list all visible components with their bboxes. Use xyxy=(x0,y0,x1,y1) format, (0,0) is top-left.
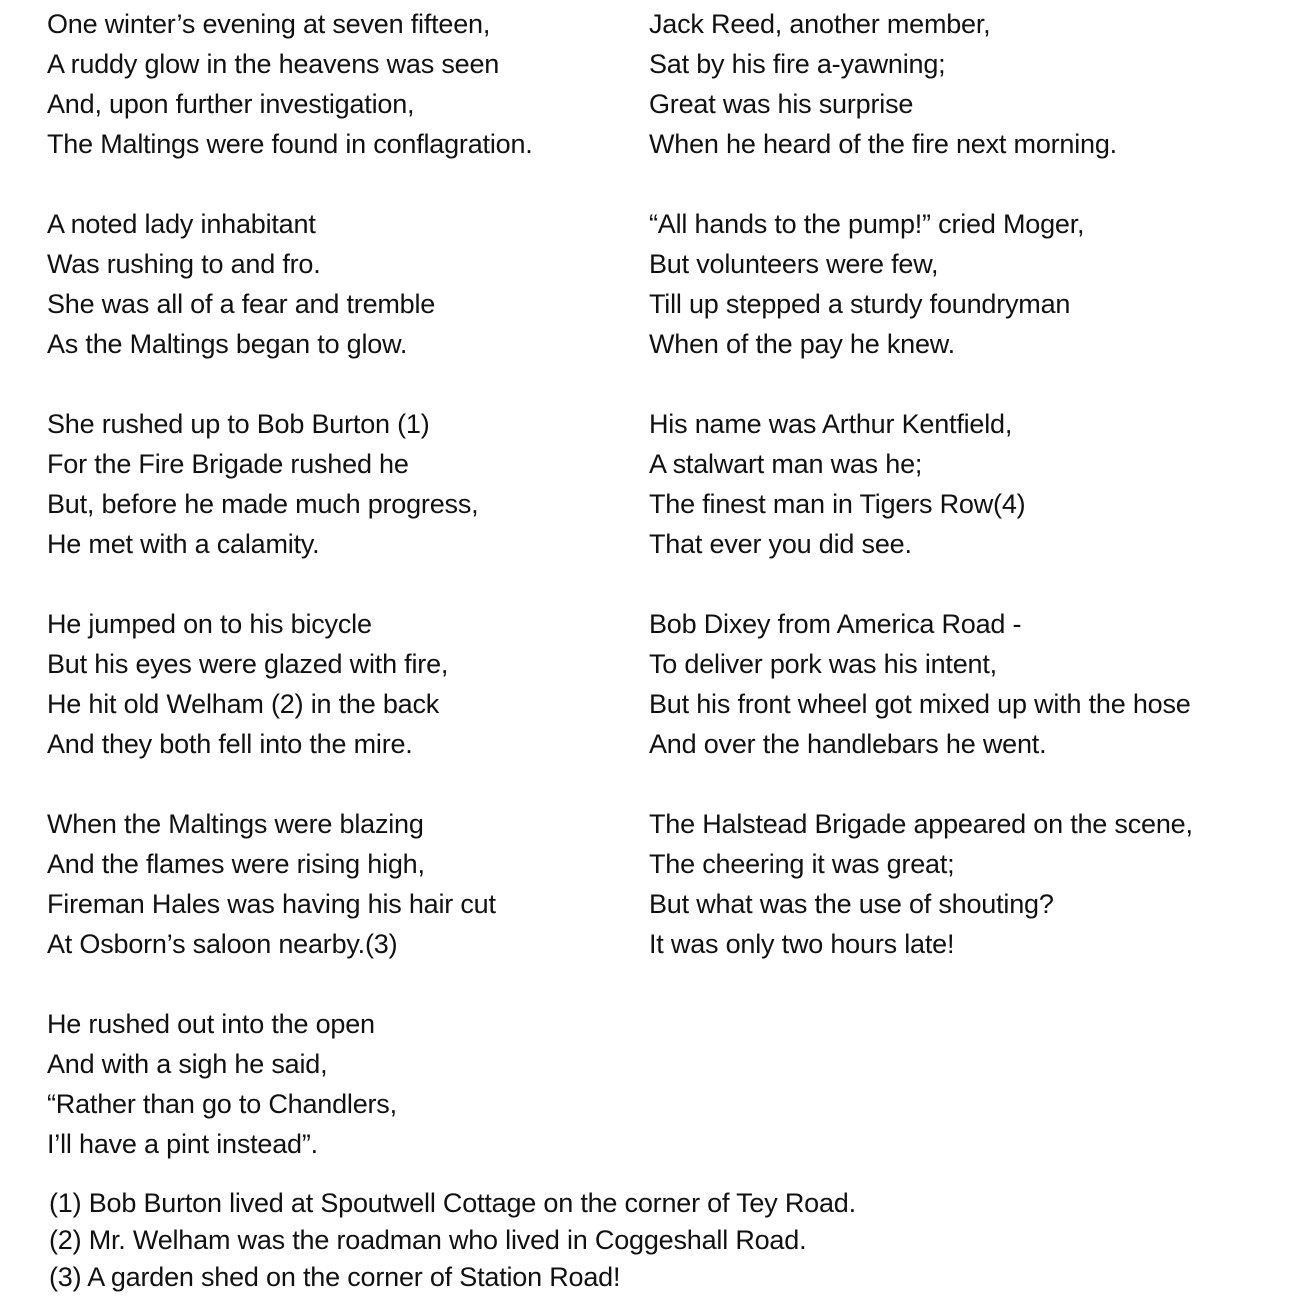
verse-line: A ruddy glow in the heavens was seen xyxy=(47,49,500,79)
verse-line: He met with a calamity. xyxy=(47,529,320,559)
footnotes xyxy=(49,1185,1289,1296)
verse-line: But his front wheel got mixed up with the hose xyxy=(649,689,1191,719)
stanza xyxy=(47,4,617,204)
verse-line: As the Maltings began to glow. xyxy=(47,329,408,359)
verse-line: But, before he made much progress, xyxy=(47,489,479,519)
verse-line: To deliver pork was his intent, xyxy=(649,649,997,679)
verse-line: The finest man in Tigers Row(4) xyxy=(649,489,1026,519)
verse-line: He hit old Welham (2) in the back xyxy=(47,689,440,719)
stanza xyxy=(47,804,617,1004)
verse-line: And, upon further investigation, xyxy=(47,89,415,119)
verse-line: His name was Arthur Kentfield, xyxy=(649,409,1013,439)
stanza xyxy=(649,604,1299,804)
verse-line: Bob Dixey from America Road - xyxy=(649,609,1022,639)
verse-line: He rushed out into the open xyxy=(47,1009,375,1039)
footnote: (1) Bob Burton lived at Spoutwell Cottage on the corner of Tey Road. xyxy=(49,1188,856,1218)
verse-line: And the flames were rising high, xyxy=(47,849,425,879)
verse-line: And with a sigh he said, xyxy=(47,1049,328,1079)
verse-line: Sat by his fire a-yawning; xyxy=(649,49,946,79)
verse-line: He jumped on to his bicycle xyxy=(47,609,372,639)
footnote: (2) Mr. Welham was the roadman who lived in Coggeshall Road. xyxy=(49,1225,807,1255)
stanza xyxy=(649,4,1299,204)
footnote: (3) A garden shed on the corner of Station Road! xyxy=(49,1262,621,1292)
verse-line: At Osborn’s saloon nearby.(3) xyxy=(47,929,398,959)
stanza xyxy=(47,404,617,604)
verse-line: Was rushing to and fro. xyxy=(47,249,321,279)
stanza xyxy=(47,1004,617,1204)
verse-line: Till up stepped a sturdy foundryman xyxy=(649,289,1071,319)
verse-line: But volunteers were few, xyxy=(649,249,939,279)
verse-line: A noted lady inhabitant xyxy=(47,209,316,239)
verse-line: When of the pay he knew. xyxy=(649,329,955,359)
verse-line: When the Maltings were blazing xyxy=(47,809,424,839)
verse-line: For the Fire Brigade rushed he xyxy=(47,449,409,479)
verse-line: The cheering it was great; xyxy=(649,849,955,879)
verse-line: But his eyes were glazed with fire, xyxy=(47,649,449,679)
poem-left-column xyxy=(47,4,617,1204)
verse-line: A stalwart man was he; xyxy=(649,449,923,479)
verse-line: “Rather than go to Chandlers, xyxy=(47,1089,397,1119)
verse-line: The Maltings were found in conflagration. xyxy=(47,129,533,159)
verse-line: One winter’s evening at seven fifteen, xyxy=(47,9,491,39)
verse-line: It was only two hours late! xyxy=(649,929,955,959)
verse-line: I’ll have a pint instead”. xyxy=(47,1129,318,1159)
verse-line: And over the handlebars he went. xyxy=(649,729,1047,759)
verse-line: She rushed up to Bob Burton (1) xyxy=(47,409,430,439)
verse-line: And they both fell into the mire. xyxy=(47,729,413,759)
verse-line: That ever you did see. xyxy=(649,529,912,559)
verse-line: “All hands to the pump!” cried Moger, xyxy=(649,209,1085,239)
verse-line: But what was the use of shouting? xyxy=(649,889,1054,919)
verse-line: When he heard of the fire next morning. xyxy=(649,129,1117,159)
verse-line: She was all of a fear and tremble xyxy=(47,289,436,319)
verse-line: Great was his surprise xyxy=(649,89,914,119)
stanza xyxy=(649,204,1299,404)
stanza xyxy=(649,804,1299,1004)
stanza xyxy=(47,204,617,404)
verse-line: Fireman Hales was having his hair cut xyxy=(47,889,496,919)
poem-right-column xyxy=(649,4,1299,1004)
verse-line: Jack Reed, another member, xyxy=(649,9,991,39)
verse-line: The Halstead Brigade appeared on the scene, xyxy=(649,809,1193,839)
stanza xyxy=(47,604,617,804)
stanza xyxy=(649,404,1299,604)
